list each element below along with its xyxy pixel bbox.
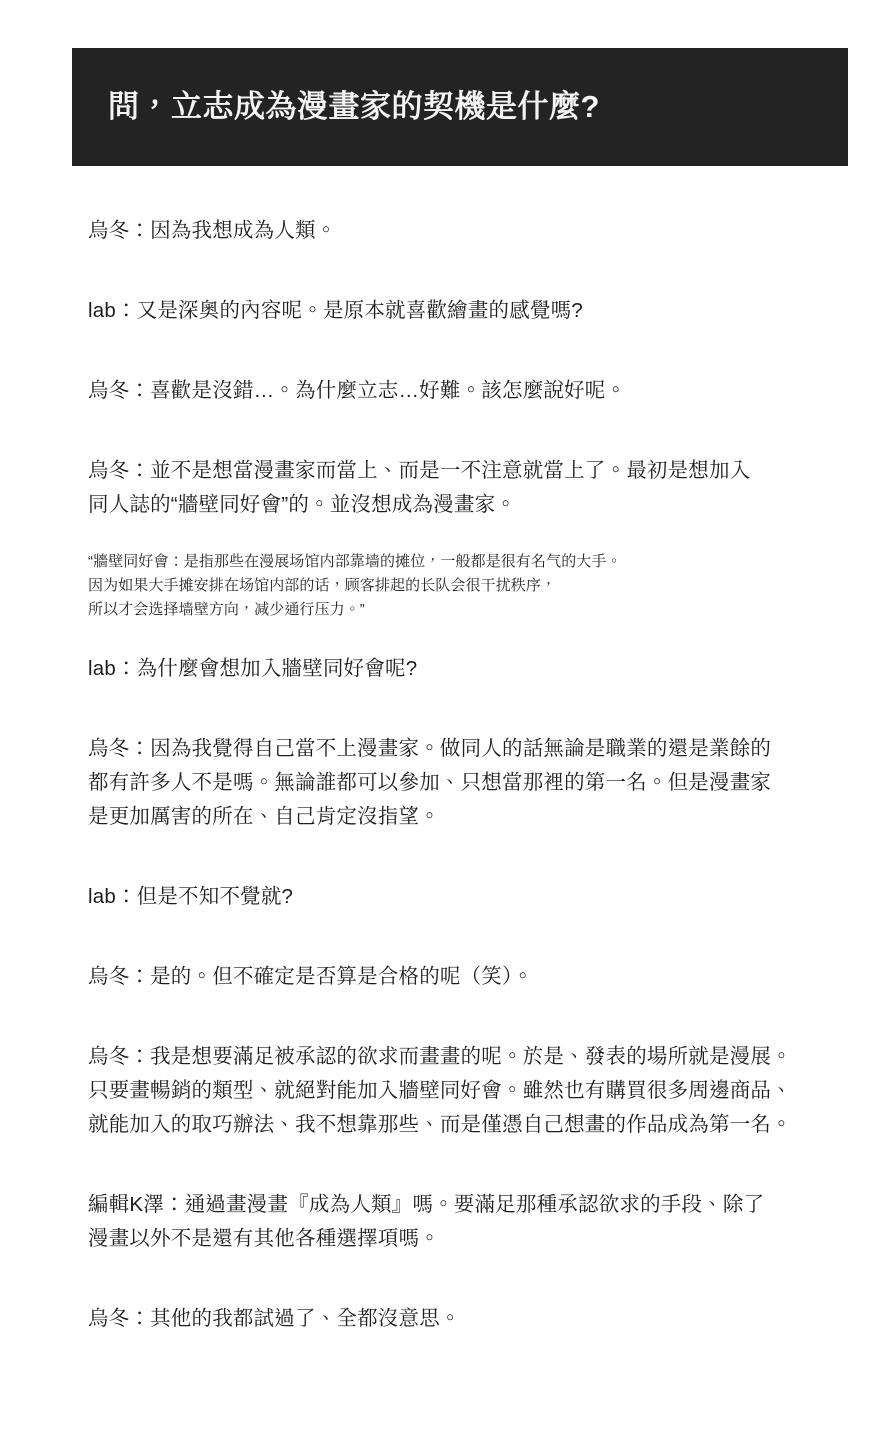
dialogue-block	[88, 1302, 798, 1336]
dialogue-line: 烏冬：其他的我都試過了、全都沒意思。	[88, 1307, 461, 1330]
transcript-body	[88, 214, 798, 1382]
annotation-line: “牆壁同好會：是指那些在漫展场馆内部靠墙的摊位，一般都是很有名气的大手。	[88, 553, 622, 570]
dialogue-line: 都有許多人不是嗎。無論誰都可以參加、只想當那裡的第一名。但是漫畫家	[88, 771, 772, 794]
dialogue-line: lab：為什麼會想加入牆壁同好會呢?	[88, 657, 418, 680]
dialogue-line: 同人誌的“牆壁同好會”的。並沒想成為漫畫家。	[88, 493, 517, 516]
dialogue-line: 烏冬：因為我覺得自己當不上漫畫家。做同人的話無論是職業的還是業餘的	[88, 737, 772, 760]
header-banner	[72, 48, 848, 166]
dialogue-line: lab：但是不知不覺就?	[88, 885, 294, 908]
page-title: 問，立志成為漫畫家的契機是什麼?	[108, 89, 600, 125]
dialogue-line: 就能加入的取巧辦法、我不想靠那些、而是僅憑自己想畫的作品成為第一名。	[88, 1113, 792, 1136]
dialogue-block	[88, 1040, 798, 1142]
dialogue-line: 烏冬：因為我想成為人類。	[88, 219, 337, 242]
dialogue-line: 是更加厲害的所在、自己肯定沒指望。	[88, 805, 440, 828]
dialogue-block	[88, 214, 798, 248]
dialogue-block	[88, 374, 798, 408]
dialogue-line: 只要畫暢銷的類型、就絕對能加入牆壁同好會。雖然也有購買很多周邊商品、	[88, 1079, 792, 1102]
dialogue-line: lab：又是深奧的內容呢。是原本就喜歡繪畫的感覺嗎?	[88, 299, 583, 322]
annotation-block	[88, 550, 798, 622]
dialogue-block	[88, 732, 798, 834]
dialogue-block	[88, 960, 798, 994]
dialogue-block	[88, 294, 798, 328]
dialogue-block	[88, 454, 798, 522]
dialogue-block	[88, 652, 798, 686]
dialogue-line: 編輯K澤：通過畫漫畫『成為人類』嗎。要滿足那種承認欲求的手段、除了	[88, 1193, 765, 1216]
dialogue-line: 烏冬：喜歡是沒錯…。為什麼立志…好難。該怎麼說好呢。	[88, 379, 627, 402]
annotation-line: 所以才会选择墙壁方向，减少通行压力。”	[88, 601, 365, 618]
annotation-line: 因为如果大手摊安排在场馆内部的话，顾客排起的长队会很干扰秩序，	[88, 577, 557, 594]
dialogue-line: 烏冬：並不是想當漫畫家而當上、而是一不注意就當上了。最初是想加入	[88, 459, 751, 482]
dialogue-block	[88, 1188, 798, 1256]
dialogue-line: 烏冬：我是想要滿足被承認的欲求而畫畫的呢。於是、發表的場所就是漫展。	[88, 1045, 792, 1068]
dialogue-block	[88, 880, 798, 914]
dialogue-line: 烏冬：是的。但不確定是否算是合格的呢（笑）。	[88, 965, 534, 988]
dialogue-line: 漫畫以外不是還有其他各種選擇項嗎。	[88, 1227, 440, 1250]
